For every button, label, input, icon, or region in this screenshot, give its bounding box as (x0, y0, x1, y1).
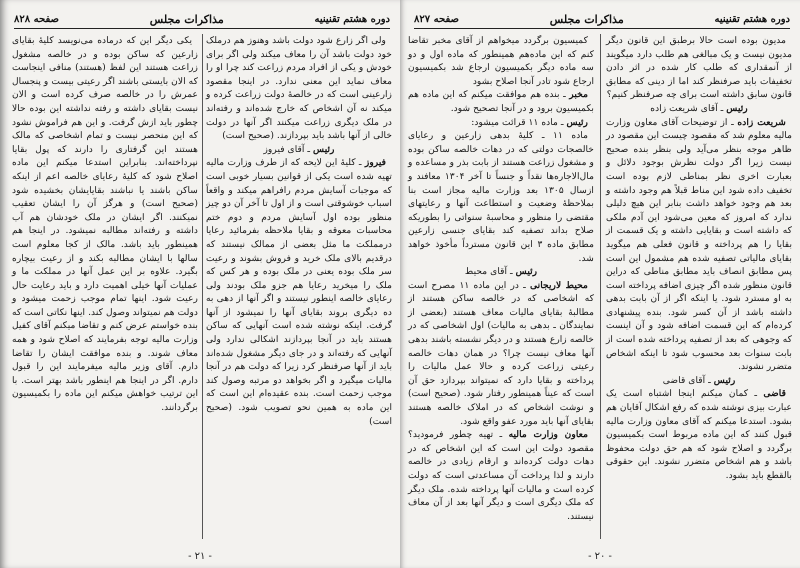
speaker-name: رئیس (726, 102, 748, 114)
page-number: صفحه ۸۲۸ (14, 13, 59, 25)
paragraph-text: بنده هم موافقت میکنم که این ماده هم بکمیسیون برود و در آنجا تصحیح شود. (408, 89, 594, 114)
paragraph (606, 34, 792, 102)
header-title: مذاکرات مجلس (149, 12, 224, 26)
speaker-name: فیروز (364, 157, 386, 169)
paragraph-text: تهیه‌ چطور فرمودید؟ مقصود دولت این است که این اشخاص که در دهات دولت کرده‌اند و ارقام زیادی در خالصه دارند و لذا پرداخت آن مساعدتی است که دولت کرده است و مالیات آنها پرداخته شده. ملک دیگر که ملک دیگری است و دیگر آنها بعد از آن معاف نیستند. (408, 429, 594, 522)
session-label: دوره هشتم تقنینیه (314, 13, 390, 25)
column-divider (202, 34, 203, 539)
right-page (400, 0, 800, 568)
page-header (14, 10, 390, 29)
text-column-right (606, 34, 792, 483)
paragraph: رئیس ـ آقای محیط (464, 266, 538, 278)
paragraph: رئیس ـ آقای فیروز (263, 143, 335, 155)
paragraph: فیروز ـ کلیهٔ این لایحه که از طرف وزارت مالیه تهیه شده است یکی از قوانین بسیار خوبی است که موجبات آسایش مردم رافراهم میکند و واقعاً اسباب خوشوقتی است و از اول تا آخر آن دو چیز منظور بوده اول آسایش مردم و دوم ختم محاسبات معوقه و بقایا ملاحظه بفرمائید رعایا درمملکت ما مثل بعضی از ممالک نیستند که درقدیم بالای ملک خرید و فروش بشوند و رعیت سر ملک بوده یعنی در ملک بوده و هر کس که ملک را میخرید رعایا هم جزو ملک بودند ولی رعایای خالصه اینطور نیستند و اگر آنها از دهی به ده دیگری بروند بقایای آنها را نمیشود از آنها گرفت. اینکه نوشته شده است آنهایی که ساکن هستند باید در آنجا بپردازند اشکالی ندارد ولی آنهایی که رفته‌اند و در جای دیگر مشغول شده‌اند باید از آنها صرفنظر کرد زیرا که دولت هم در آنجا مالیات میگیرد و اگر بخواهد دو مرتبه وصول کند موجب زحمت است. بنده عقیده‌ام این است که این ماده به همین نحو تصویب شود. (صحیح است) (206, 157, 392, 427)
paragraph-text: کلیهٔ این لایحه که از طرف وزارت مالیه تهیه شده است یکی از قوانین بسیار خوبی است که موجبات آسایش مردم رافراهم میکند و واقعاً اسباب خوشوقتی است و از اول تا آخر آن دو چیز منظور بوده اول آسایش مردم و دوم ختم محاسبات معوقه و بقایا ملاحظه بفرمائید رعایا درمملکت ما مثل بعضی از ممالک نیستند که درقدیم بالای ملک خرید و فروش بشوند و رعیت سر ملک بوده یعنی در ملک بوده و هر کس که ملک را میخرید رعایا هم جزو ملک بودند ولی رعایای خالصه اینطور نیستند و اگر آنها از دهی به ده دیگری بروند بقایای آنها را نمیشود از آنها گرفت. اینکه نوشته شده است آنهایی که ساکن هستند باید در آنجا بپردازند اشکالی ندارد ولی آنهایی که رفته‌اند و در جای دیگر مشغول شده‌اند باید از آنها صرفنظر کرد زیرا که دولت هم در آنجا مالیات میگیرد و اگر بخواهد دو مرتبه وصول کند موجب زحمت است. بنده عقیده‌ام این است که این ماده به همین نحو تصویب شود. (صحیح است) (206, 157, 392, 427)
paragraph-text: آقای محیط (464, 266, 508, 278)
paragraph-text: یکی دیگر این که درماده می‌نویسد کلیهٔ بقایای زارعین که ساکن بوده و در خالصه مشغول زراعت هستند این لفظ (هستند) منافی اینجاست که الان بایستی باشند اگر رعیتی بیست و پنجسال عمرش را در خالصه صرف کرده است و الان نیست بقایای داشته و رفته نداشته این بوده حالا چطور باید ازش گرفت. و این هم فراموش نشود که این منحصر نیست و تمام اشخاصی که مالک هستند این گرفتاری را دارند که پول بقایا نپرداخته‌اند. بنابراین استدعا میکنم این ماده اصلاح شود که کلیهٔ رعایای خالصه اعم از اینکه ساکن باشند یا نباشند بقایایشان بخشیده شود (صحیح است) و هرگز آن را ایشان تعقیب نمیکنند. اگر ایشان در ملک خودشان هم آب داشته و رفته‌اند مطالبه نمیشود. در اینجا هم همینطور باید باشد. مالک از کجا معلوم است سالها با ایشان مطالبه بکند و از رعیت بیچاره بگیرد. علاوه بر این عمل آنها در مملکت ما و عملیات آنها خیلی اهمیت دارد و باید رعایت حال رعیت شود. اینها تمام موجب زحمت میشود و دولت هم نمیتواند وصول کند. اینها نکاتی است که بنده خواستم عرض کنم و تقاضا میکنم آقای کفیل وزارت مالیه توجه بفرمایند که اصلاح شود و همه معاف شوند. و بنده موافقت ایشان را تقاضا دارم. آقای وزیر مالیه میفرمایند این را قبول دارم. اگر در اینجا هم اینطور باشد بهتر است. با این ترتیب خواهش میکنم این ماده را بکمیسیون برگردانند. (12, 35, 198, 414)
text-column-right (206, 34, 392, 428)
paragraph-text: ماده ۱۱ ـ کلیهٔ بدهی زارعین و رعایای خالصجات دولتی که در دهات خالصه ساکن بوده و مشغول زراعت هستند از بابت بذر و مساعده و مال‌الاجاره‌ها نقداً و جنساً تا آخر ۱۳۰۴ معافند و ازسال ۱۳۰۵ بعد وزارت مالیه مجاز است بنا بملاحظهٔ وضعیت و استطاعت آنها و رعایتهای مقتضی را منظور و محاسبهٔ سنواتی را بطوریکه صلاح بداند تصفیه کند بقایای جنسی زارعین مطابق ماده ۳ این قانون مسترداً مأخوذ خواهد شد. (408, 130, 595, 264)
paragraph: قاضی ـ کمان میکنم اینجا اشتباه است یک عبارت بیزی نوشته شده که رفع اشکال آقایان هم بشود. استدعا میکنم که آقای معاون وزارت مالیه قبول کنند که این ماده مربوط است بکمیسیون برگردد و اصلاح شود که هم حق دولت محفوظ باشد و هم اشخاص متضرر نشوند. این حقوقی بالقطع باید بشود. (606, 388, 792, 481)
text-column-left (408, 34, 594, 523)
paragraph (408, 34, 594, 88)
speaker-name: رئیس (713, 374, 736, 386)
paragraph-text: از توضیحات آقای معاون وزارت مالیه معلوم شد که مقصود چیست این مقصود در ظاهر موجه بنظر می‌آید ولی بنظر بنده صحیح نیست زیرا اگر دولت نظرش بوجود دلائل و بعبارت اخری نظر بمناطی لازم بوده است تخفیف داده شود این مناط قبلاً هم وجود داشته و بعد هم وجود خواهد داشت بنابر این هیچ دلیلی ندارد که امروز که معین می‌شود این آدم ملکی که داشته است و بقایایی داشته و یک قسمت از بقایا را هم پرداخته و قانون فعلی هم میگوید بقایای مالیاتی تصفیه شده هم مشمول این است پس مطابق انصاف باید مطابق مناطی که دراین قانون منظور شده اگر چیزی اضافه پرداخته است به او مسترد شود. یا اینکه اگر از آن بابت بدهی داشته باشد از آن کسر شود. بنده پیشنهادی کرده‌ام که این قسمت اضافه شود و آن اینست که وجوهی که بعد از تصفیه پرداخته شده است از بابت سنوات بعد محسوب شود تا اینکه اشخاص متضرر نشوند. (606, 116, 792, 373)
speaker-name: رئیس (566, 116, 588, 128)
page-header (414, 10, 790, 29)
page-footer: - ۲۱ - (188, 551, 212, 562)
paragraph (408, 129, 594, 265)
paragraph: رئیس ـ آقای شریعت زاده (650, 102, 748, 114)
session-label: دوره هشتم تقنینیه (714, 13, 790, 25)
header-title: مذاکرات مجلس (549, 12, 624, 26)
speaker-name: قاضی (763, 388, 786, 400)
paragraph-text: آقای قاضی (662, 374, 706, 386)
speaker-name: معاون وزارت مالیه (508, 429, 588, 441)
column-divider (600, 34, 601, 539)
paragraph: رئیس ـ ماده ۱۱ قرائت میشود: (471, 116, 588, 128)
paragraph (206, 34, 392, 143)
speaker-name: رئیس (313, 143, 335, 155)
speaker-name: رئیس (515, 266, 538, 278)
paragraph: شریعت زاده ـ از توضیحات آقای معاون وزارت مالیه معلوم شد که مقصود چیست این مقصود در ظاهر موجه بنظر می‌آید ولی بنظر بنده صحیح نیست زیرا اگر دولت نظرش بوجود دلائل و بعبارت اخری نظر بمناطی لازم بوده است تخفیف داده شود این مناط قبلاً هم وجود داشته و بعد هم وجود خواهد داشت بنابر این هیچ دلیلی ندارد که امروز که معین می‌شود این آدم ملکی که داشته است و بقایایی داشته و یک قسمت از بقایا را هم پرداخته و قانون فعلی هم میگوید بقایای مالیاتی تصفیه شده هم مشمول این است پس مطابق انصاف باید مطابق مناطی که دراین قانون منظور شده اگر چیزی اضافه پرداخته است به او مسترد شود. یا اینکه اگر از آن بابت بدهی داشته باشد از آن کسر شود. بنده پیشنهادی کرده‌ام که این قسمت اضافه شود و آن اینست که وجوهی که بعد از تصفیه پرداخته شده است از بابت سنوات بعد محسوب شود تا اینکه اشخاص متضرر نشوند. (606, 116, 792, 373)
page-number: صفحه ۸۲۷ (414, 13, 459, 25)
paragraph-text: آقای شریعت زاده (650, 102, 718, 114)
text-column-left (12, 34, 198, 415)
paragraph-text: کمیسیون برگردد میخواهم از آقای مخبر تقاضا کنم که این ماده‌هم همینطور که ماده اول و دو سه ماده دیگر بکمیسیون ارجاع شد بکمیسیون ارجاع شود تادر آنجا اصلاح بشود (408, 35, 594, 87)
paragraph-text: ولی اگر زارع شود دولت باشد وهنوز هم درملک خود دولت باشد آن را معاف میکند ولی اگر برای خودش و یکی از افراد مردم زراعت کند چرا او را معاف نماید این معنی ندارد. در اینجا مقصود زارعینی است که در خالصهٔ دولت زراعت کرده و میکند نه آن اشخاص که خارج شده‌اند و رفته‌اند در ملک دیگری زراعت میکنند اگر آنها در دولت خالی از آنها باشد باید بپردازند. (صحیح است) (206, 35, 392, 142)
paragraph-text: کمان میکنم اینجا اشتباه است یک عبارت بیزی نوشته شده که رفع اشکال آقایان هم بشود. استدعا میکنم که آقای معاون وزارت مالیه قبول کنند که این ماده مربوط است بکمیسیون برگردد و اصلاح شود که هم حق دولت محفوظ باشد و هم اشخاص متضرر نشوند. این حقوقی بالقطع باید بشود. (606, 388, 792, 481)
paragraph: معاون وزارت مالیه ـ تهیه‌ چطور فرمودید؟ مقصود دولت این است که این اشخاص که در دهات دولت کرده‌اند و ارقام زیادی در خالصه دارند و لذا پرداخت آن مساعدتی است که دولت کرده است و مالیات آنها پرداخته شده. ملک دیگر که ملک دیگری است و دیگر آنها بعد از آن معاف نیستند. (408, 429, 594, 522)
speaker-name: شریعت زاده (737, 116, 786, 128)
paragraph (12, 34, 198, 415)
page-footer: - ۲۰ - (588, 551, 612, 562)
paragraph-text: مدیون بوده است حالا برطبق این قانون دیگر مدیون نیست و یک مبالغی هم طلب دارد میگویند از آنمقداری که طلب کار شده در اثر دادن تخفیفات باید صرفنظر کند اما از دینی که مطابق قانون سابق داشته است برای چه صرفنظر کنیم؟ (606, 35, 792, 101)
paragraph: مخبر ـ بنده هم موافقت میکنم که این ماده هم بکمیسیون برود و در آنجا تصحیح شود. (408, 89, 594, 114)
paragraph: رئیس ـ آقای قاضی (662, 374, 736, 386)
paragraph-text: در این ماده ۱۱ مصرح است که اشخاصی که در خالصه ساکن هستند از مطالبهٔ بقایای مالیات معاف هستند (بعضی از نمایندگان ـ بدهی به مالیات) اول اشخاصی که در خالصه زارع هستند و در دیگر نشسته باشند بدهی آنها معاف نیست چرا؟ در همان دهات خالصه رعیتی زراعت کرده و حالا عمل مالیات را پرداخته و بقایا دارد که نمیتواند بپردازد حق آن است که عیناً همینطور رفتار شود. (صحیح است) و نوشت اشخاص که در املاک خالصه هستند بقایای آنها باید مورد عفو واقع شود. (408, 279, 594, 427)
paragraph-text: ماده ۱۱ قرائت میشود: (471, 116, 558, 128)
paragraph-text: آقای فیروز (263, 143, 305, 155)
paragraph: محیط لاریجانی ـ در این ماده ۱۱ مصرح است که اشخاصی که در خالصه ساکن هستند از مطالبهٔ بقایای مالیات معاف هستند (بعضی از نمایندگان ـ بدهی به مالیات) اول اشخاصی که در خالصه زارع هستند و در دیگر نشسته باشند بدهی آنها معاف نیست چرا؟ در همان دهات خالصه رعیتی زراعت کرده و حالا عمل مالیات را پرداخته و بقایا دارد که نمیتواند بپردازد حق آن است که عیناً همینطور رفتار شود. (صحیح است) و نوشت اشخاص که در املاک خالصه هستند بقایای آنها باید مورد عفو واقع شود. (408, 279, 594, 427)
speaker-name: محیط لاریجانی (530, 279, 588, 291)
speaker-name: مخبر (569, 89, 588, 101)
